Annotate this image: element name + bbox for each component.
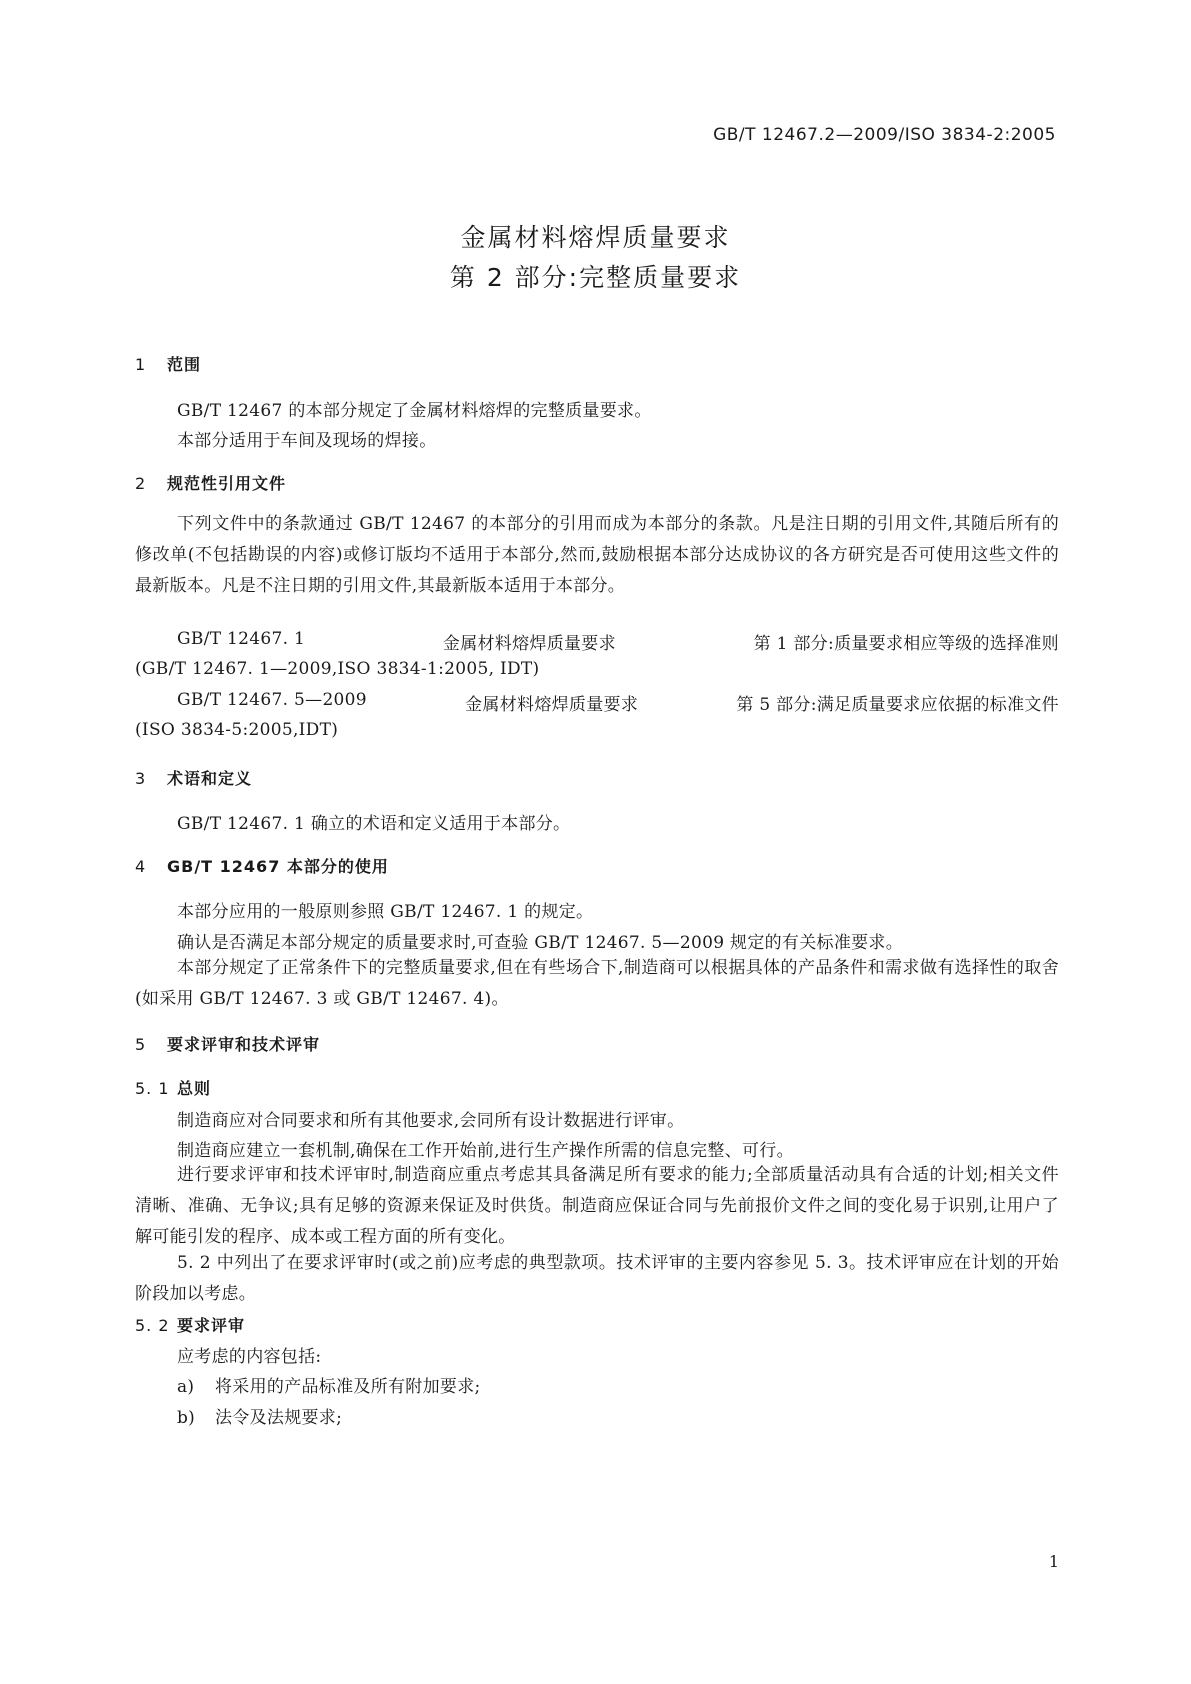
paragraph: GB/T 12467. 1 确立的术语和定义适用于本部分。 — [177, 814, 571, 834]
section-heading-1 — [135, 352, 201, 375]
reference-part: 第 5 部分:满足质量要求应依据的标准文件 — [736, 695, 1059, 715]
reference-entry — [177, 690, 1059, 715]
reference-code: GB/T 12467. 1 — [177, 629, 306, 649]
reference-title: 金属材料熔焊质量要求 — [465, 695, 639, 715]
reference-code: GB/T 12467. 5—2009 — [177, 690, 367, 710]
section-title: 规范性引用文件 — [167, 474, 287, 493]
document-subtitle: 第 2 部分:完整质量要求 — [449, 263, 742, 292]
section-number: 4 — [135, 857, 147, 876]
section-number: 2 — [135, 474, 147, 493]
reference-entry — [177, 629, 1059, 654]
list-marker: a) — [177, 1377, 195, 1397]
paragraph: GB/T 12467 的本部分规定了金属材料熔焊的完整质量要求。 — [177, 401, 652, 421]
section-title: 要求评审和技术评审 — [167, 1035, 321, 1054]
paragraph: 下列文件中的条款通过 GB/T 12467 的本部分的引用而成为本部分的条款。凡是注日期的引用文件,其随后所有的修改单(不包括勘误的内容)或修订版均不适用于本部分,然而,鼓励根据本部分达成协议的各方研究是否可使用这些文件的最新版本。凡是不注日期的引用文件,其最新版本适用于本部分。 — [135, 514, 1059, 596]
section-number: 1 — [135, 355, 147, 374]
paragraph: 本部分应用的一般原则参照 GB/T 12467. 1 的规定。 — [177, 902, 594, 922]
section-heading-5 — [135, 1032, 320, 1055]
paragraph: 制造商应建立一套机制,确保在工作开始前,进行生产操作所需的信息完整、可行。 — [177, 1141, 794, 1161]
paragraph: 应考虑的内容包括: — [177, 1347, 322, 1367]
standard-code: GB/T 12467.2—2009/ISO 3834-2:2005 — [713, 125, 1056, 145]
list-text: 将采用的产品标准及所有附加要求; — [215, 1377, 481, 1397]
section-title: GB/T 12467 本部分的使用 — [167, 857, 389, 876]
paragraph: 本部分适用于车间及现场的焊接。 — [177, 431, 437, 451]
section-title: 范围 — [167, 355, 202, 374]
section-number: 3 — [135, 769, 147, 788]
paragraph: 5. 2 中列出了在要求评审时(或之前)应考虑的典型款项。技术评审的主要内容参见 5. 3。技术评审应在计划的开始阶段加以考虑。 — [135, 1253, 1059, 1304]
reference-equivalence: (ISO 3834-5:2005,IDT) — [135, 720, 339, 740]
reference-title: 金属材料熔焊质量要求 — [442, 634, 616, 654]
subsection-heading-5-2 — [135, 1313, 245, 1336]
list-item — [177, 1372, 481, 1397]
section-number: 5. 2 — [135, 1316, 170, 1335]
section-heading-2 — [135, 471, 286, 494]
section-title: 总则 — [177, 1079, 212, 1098]
reference-part: 第 1 部分:质量要求相应等级的选择准则 — [753, 634, 1059, 654]
section-title: 要求评审 — [177, 1316, 246, 1335]
paragraph: 进行要求评审和技术评审时,制造商应重点考虑其具备满足所有要求的能力;全部质量活动具有合适的计划;相关文件清晰、准确、无争议;具有足够的资源来保证及时供货。制造商应保证合同与先前报价文件之间的变化易于识别,让用户了解可能引发的程序、成本或工程方面的所有变化。 — [135, 1165, 1059, 1247]
reference-equivalence: (GB/T 12467. 1—2009,ISO 3834-1:2005, IDT) — [135, 659, 540, 679]
section-heading-3 — [135, 766, 252, 789]
subsection-heading-5-1 — [135, 1076, 211, 1099]
paragraph: 确认是否满足本部分规定的质量要求时,可查验 GB/T 12467. 5—2009 规定的有关标准要求。 — [177, 933, 904, 953]
list-text: 法令及法规要求; — [215, 1408, 343, 1428]
list-item — [177, 1403, 342, 1428]
section-heading-4 — [135, 854, 389, 877]
document-title: 金属材料熔焊质量要求 — [460, 223, 731, 252]
list-marker: b) — [177, 1408, 196, 1428]
paragraph: 制造商应对合同要求和所有其他要求,会同所有设计数据进行评审。 — [177, 1111, 685, 1131]
section-title: 术语和定义 — [167, 769, 253, 788]
page-number: 1 — [1048, 1552, 1059, 1571]
paragraph: 本部分规定了正常条件下的完整质量要求,但在有些场合下,制造商可以根据具体的产品条件和需求做有选择性的取舍(如采用 GB/T 12467. 3 或 GB/T 12467. 4)。 — [135, 958, 1059, 1009]
section-number: 5 — [135, 1035, 147, 1054]
section-number: 5. 1 — [135, 1079, 170, 1098]
